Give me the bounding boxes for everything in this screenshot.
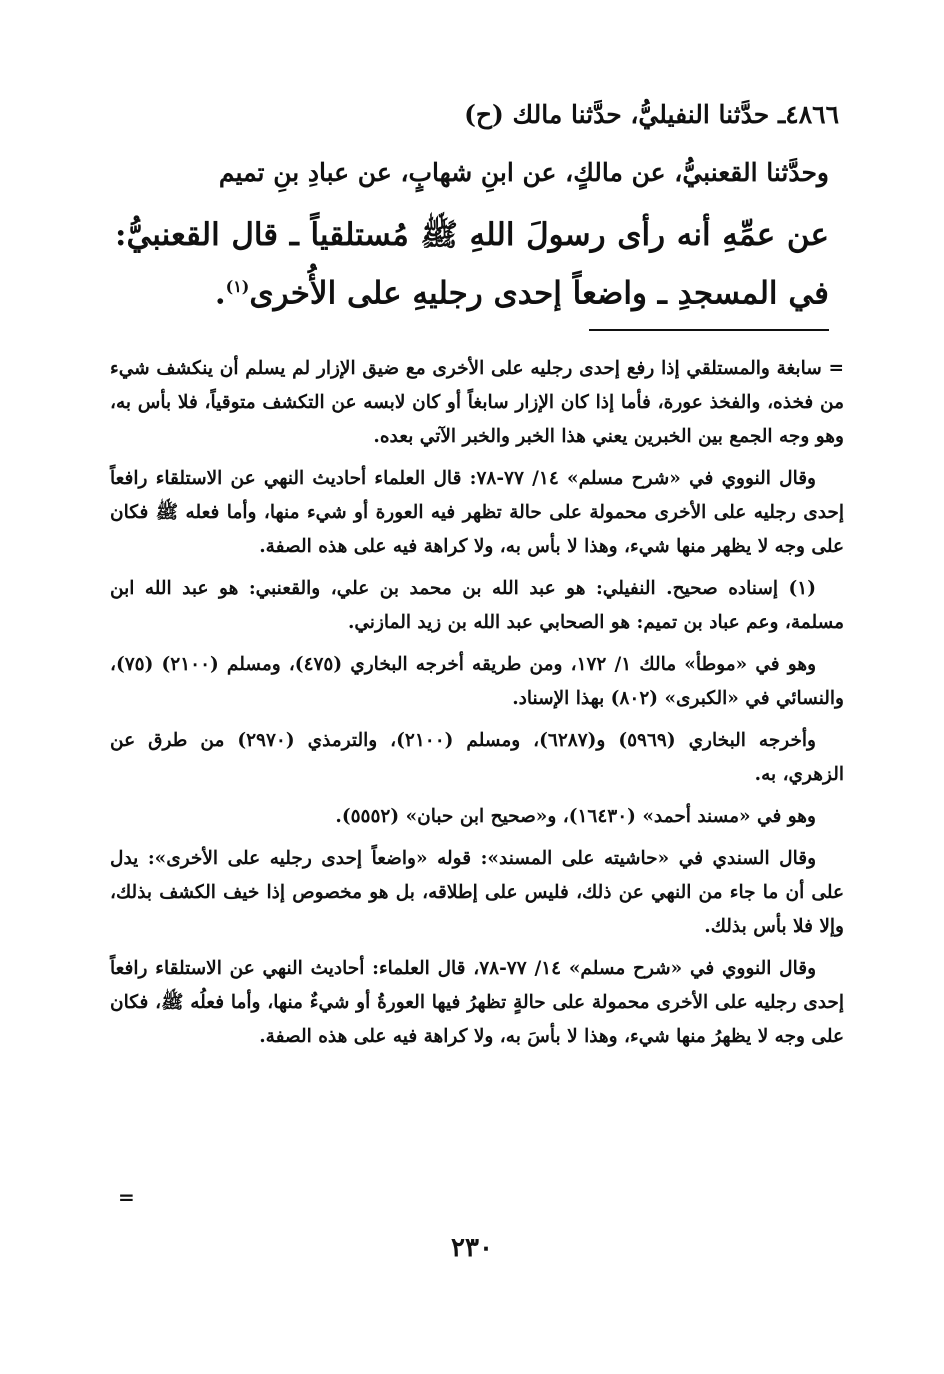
note-paragraph: وهو في «موطأ» مالك ١/ ١٧٢، ومن طريقه أخرجه البخاري (٤٧٥)، ومسلم (٢١٠٠) (٧٥)، والنسائي في «الكبرى» (٨٠٢) بهذا الإسناد. bbox=[110, 654, 844, 709]
note-paragraph: وقال النووي في «شرح مسلم» ١٤/ ٧٧-٧٨، قال العلماء: أحاديث النهي عن الاستلقاء رافعاً إحدى رجليه على الأخرى محمولة على حالةٍ تظهرُ فيها العورةُ أو شيءٌ منها، وأما فعلُه ﷺ، فكان على وجه لا يظهرُ منها شيء، وهذا لا بأسَ به، ولا كراهة فيه على هذه الصفة. bbox=[110, 958, 844, 1047]
hadith-text bbox=[115, 209, 839, 319]
isnad-line: وحدَّثنا القعنبيُّ، عن مالكٍ، عن ابنِ شهابٍ، عن عبادِ بنِ تميم bbox=[218, 158, 829, 187]
hadith-matn: عن عمِّهِ أنه رأى رسولَ اللهِ ﷺ مُستلقياً ـ قال القعنبيُّ: في المسجدِ ـ واضعاً إحدى رجليهِ على الأُخرى bbox=[115, 217, 829, 312]
note-paragraph: = سابغة والمستلقي إذا رفع إحدى رجليه على الأخرى مع ضيق الإزار لم يسلم أن ينكشف شيء من فخذه، والفخذ عورة، فأما إذا كان الإزار سابغاً أو كان لابسه عن التكشف متوقياً، فلا بأس به، وهو وجه الجمع بين الخبرين يعني هذا الخبر والخبر الآتي بعده. bbox=[110, 358, 844, 447]
hadith-end: . bbox=[214, 275, 226, 312]
note-paragraph: وقال السندي في «حاشيته على المسند»: قوله «واضعاً إحدى رجليه على الأخرى»: يدل على أن ما جاء من النهي عن ذلك، فليس على إطلاقه، بل هو مخصوص إذا خيف الكشف بذلك، وإلا فلا بأس بذلك. bbox=[110, 848, 844, 937]
footnote-separator bbox=[589, 329, 829, 331]
footnotes bbox=[110, 352, 844, 1062]
page-number: ٢٣٠ bbox=[451, 1233, 493, 1263]
note-paragraph: وقال النووي في «شرح مسلم» ١٤/ ٧٧-٧٨: قال العلماء أحاديث النهي عن الاستلقاء رافعاً إحدى رجليه على الأخرى محمولة على حالة تظهر فيه العورة أو شيء منها، وأما فعله ﷺ فكان على وجه لا يظهر منها شيء، وهذا لا بأس به، ولا كراهة فيه على هذه الصفة. bbox=[110, 468, 844, 557]
continuation-mark: = bbox=[118, 1185, 135, 1209]
hadith-number-line: ٤٨٦٦ـ حدَّثنا النفيليُّ، حدَّثنا مالك (ح) bbox=[464, 100, 839, 129]
footnote-ref: (١) bbox=[225, 277, 250, 296]
hadith-block bbox=[115, 95, 839, 319]
note-paragraph: وأخرجه البخاري (٥٩٦٩) و(٦٢٨٧)، ومسلم (٢١٠٠)، والترمذي (٢٩٧٠) من طرق عن الزهري، به. bbox=[110, 730, 844, 785]
note-paragraph: وهو في «مسند أحمد» (١٦٤٣٠)، و«صحيح ابن حبان» (٥٥٥٢). bbox=[335, 806, 816, 827]
footnote-1: (١) إسناده صحيح. النفيلي: هو عبد الله بن محمد بن علي، والقعنبي: هو عبد الله ابن مسلمة، وعم عباد بن تميم: هو الصحابي عبد الله بن زيد المازني. bbox=[110, 578, 844, 633]
